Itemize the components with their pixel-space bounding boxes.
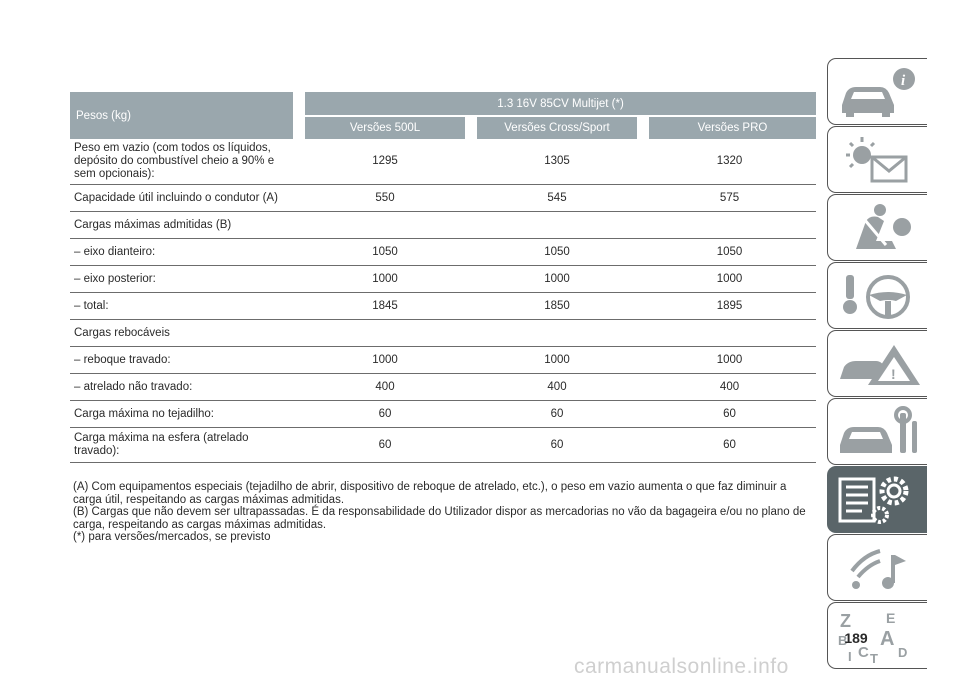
row-value-pro: 400 <box>643 374 816 401</box>
row-label: – total: <box>70 293 299 320</box>
row-value-cross-sport: 1000 <box>471 347 643 374</box>
row-value-cross-sport <box>471 212 643 239</box>
row-value-500l: 60 <box>299 401 471 428</box>
row-label: Capacidade útil incluindo o condutor (A) <box>70 185 299 212</box>
table-row <box>70 266 816 293</box>
page-number: 189 <box>844 630 868 646</box>
chapter-tab-multimedia[interactable] <box>827 534 927 601</box>
index-letter: A <box>880 628 895 650</box>
car-maintenance-tools-icon <box>836 405 926 460</box>
row-value-pro: 1050 <box>643 239 816 266</box>
row-value-pro: 1320 <box>643 139 816 185</box>
header-pesos: Pesos (kg) <box>70 92 299 139</box>
chapter-tab-technical-data[interactable] <box>827 466 927 533</box>
row-value-cross-sport: 545 <box>471 185 643 212</box>
table-row <box>70 185 816 212</box>
table-row <box>70 293 816 320</box>
row-value-pro <box>643 320 816 347</box>
footnote-a: (A) Com equipamentos especiais (tejadilho de abrir, dispositivo de reboque de atrelado, etc.), o peso em vazio aumenta o que faz diminuir a carga útil, respeitando as cargas máximas admitidas. <box>73 481 787 506</box>
header-version-pro: Versões PRO <box>643 116 816 139</box>
row-label: – atrelado não travado: <box>70 374 299 401</box>
row-value-pro: 1000 <box>643 266 816 293</box>
index-letter: I <box>848 649 852 664</box>
multimedia-music-icon <box>836 541 926 596</box>
row-value-cross-sport: 60 <box>471 428 643 463</box>
table-row <box>70 401 816 428</box>
row-value-cross-sport: 1000 <box>471 266 643 293</box>
airbag-seatbelt-icon <box>836 201 926 256</box>
row-value-500l: 400 <box>299 374 471 401</box>
table-row <box>70 212 816 239</box>
row-value-cross-sport: 400 <box>471 374 643 401</box>
row-label: Peso em vazio (com todos os líquidos, depósito do combustível cheio a 90% e sem opcionais): <box>70 139 299 185</box>
row-label: Cargas máximas admitidas (B) <box>70 212 299 239</box>
svg-text:!: ! <box>891 366 896 382</box>
chapter-tab-emergency[interactable] <box>827 330 927 397</box>
row-value-pro: 1895 <box>643 293 816 320</box>
row-label: – eixo posterior: <box>70 266 299 293</box>
index-letter: C <box>858 644 869 661</box>
index-letter: Z <box>840 611 851 631</box>
index-letter: E <box>886 610 896 626</box>
row-value-cross-sport: 1305 <box>471 139 643 185</box>
header-engine: 1.3 16V 85CV Multijet (*) <box>299 92 816 116</box>
row-value-500l: 1000 <box>299 347 471 374</box>
index-letter: B <box>838 633 848 648</box>
table-row <box>70 320 816 347</box>
row-value-500l <box>299 212 471 239</box>
row-value-500l: 1845 <box>299 293 471 320</box>
row-label: – reboque travado: <box>70 347 299 374</box>
index-letter: T <box>870 651 878 664</box>
emergency-warning-triangle-icon <box>836 337 926 392</box>
row-value-cross-sport <box>471 320 643 347</box>
svg-text:i: i <box>901 73 906 89</box>
row-value-pro: 60 <box>643 401 816 428</box>
chapter-tab-safety[interactable] <box>827 194 927 261</box>
header-version-cross-sport: Versões Cross/Sport <box>471 116 643 139</box>
weights-table <box>70 92 816 463</box>
table-row <box>70 374 816 401</box>
row-value-pro: 1000 <box>643 347 816 374</box>
car-info-icon <box>836 65 926 120</box>
header-version-500l: Versões 500L <box>299 116 471 139</box>
row-value-cross-sport: 1050 <box>471 239 643 266</box>
footnote-b: (B) Cargas que não devem ser ultrapassadas. É da responsabilidade do Utilizador dispor as mercadorias no vão da bagageira e/ou no plano de carga, respeitando as cargas máximas admitidas. <box>73 506 806 531</box>
chapter-tab-car-info[interactable] <box>827 58 927 125</box>
row-value-pro: 575 <box>643 185 816 212</box>
row-value-cross-sport: 1850 <box>471 293 643 320</box>
warning-lights-message-icon <box>836 133 926 188</box>
key-steering-wheel-icon <box>836 269 926 324</box>
chapter-tab-warning-lights[interactable] <box>827 126 927 193</box>
row-label: Cargas rebocáveis <box>70 320 299 347</box>
row-label: – eixo dianteiro: <box>70 239 299 266</box>
table-row <box>70 347 816 374</box>
footnote-asterisk: (*) para versões/mercados, se previsto <box>73 531 271 543</box>
row-value-pro <box>643 212 816 239</box>
chapter-tab-maintenance[interactable] <box>827 398 927 465</box>
row-value-pro: 60 <box>643 428 816 463</box>
weights-table-container <box>70 92 816 463</box>
index-letter: D <box>898 645 908 660</box>
row-value-500l: 550 <box>299 185 471 212</box>
row-value-500l: 60 <box>299 428 471 463</box>
row-value-500l: 1295 <box>299 139 471 185</box>
footnotes <box>73 481 818 544</box>
row-label: Carga máxima na esfera (atrelado travado): <box>70 428 299 463</box>
chapter-tab-starting-driving[interactable] <box>827 262 927 329</box>
watermark: carmanualsonline.info <box>574 655 789 678</box>
row-value-cross-sport: 60 <box>471 401 643 428</box>
table-row <box>70 239 816 266</box>
technical-data-gear-icon <box>836 473 926 528</box>
table-row <box>70 428 816 463</box>
row-value-500l: 1050 <box>299 239 471 266</box>
row-value-500l <box>299 320 471 347</box>
table-row <box>70 139 816 185</box>
row-value-500l: 1000 <box>299 266 471 293</box>
row-label: Carga máxima no tejadilho: <box>70 401 299 428</box>
